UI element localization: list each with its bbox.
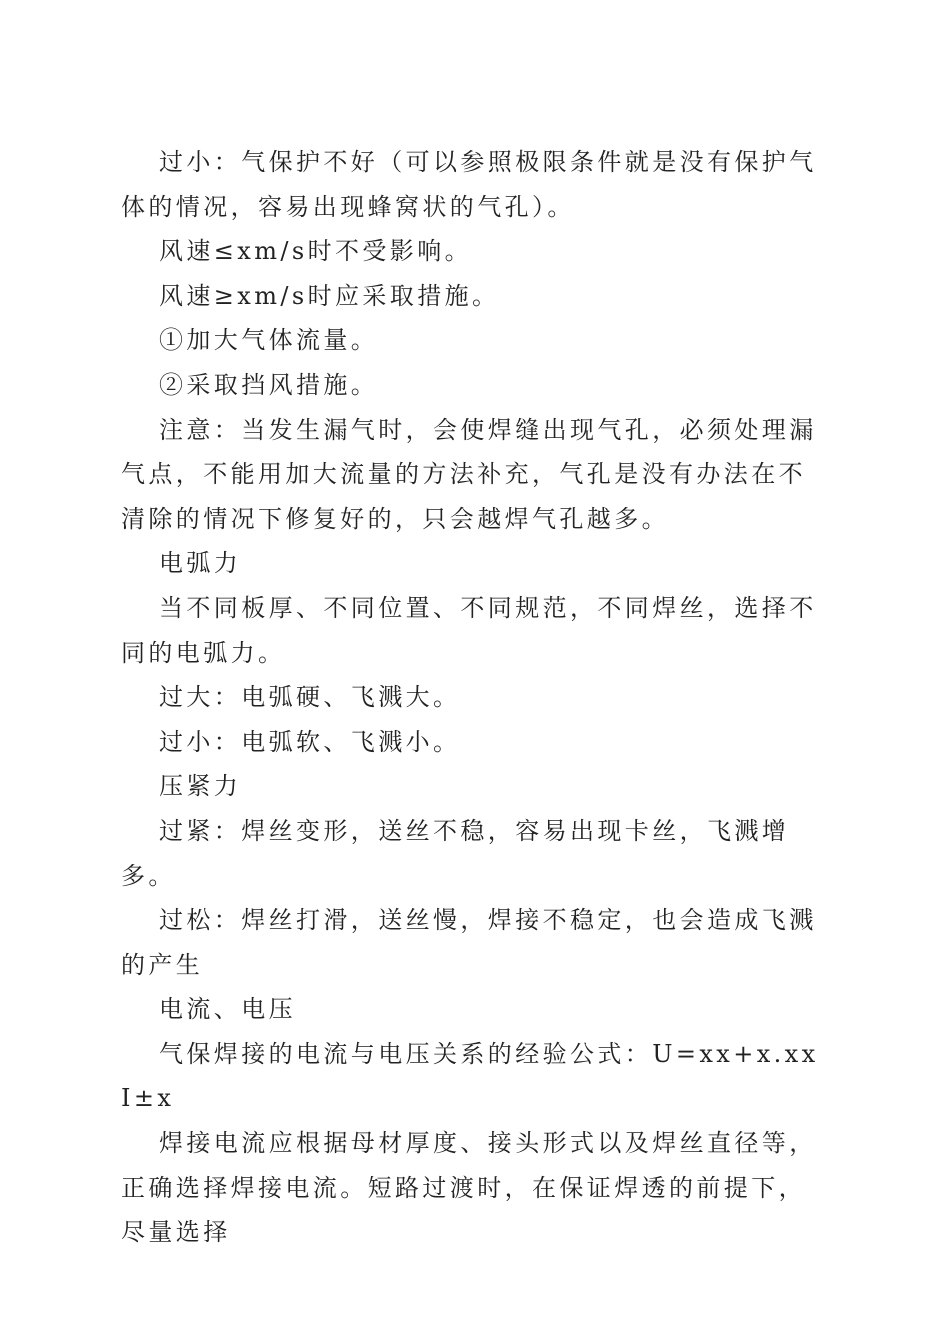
paragraph-arc-force: 当不同板厚、不同位置、不同规范，不同焊丝，选择不同的电弧力。 [121,593,817,667]
heading-pressure: 压紧力 [159,772,242,801]
paragraph-arc-high: 过大：电弧硬、飞溅大。 [159,683,461,712]
heading-current-voltage: 电流、电压 [159,995,296,1024]
paragraph-formula: 气保焊接的电流与电压关系的经验公式：U=xx+x.xxI±x [121,1039,819,1113]
paragraph-wind-high: 风速≥xm/s时应采取措施。 [159,281,500,310]
heading-arc-force: 电弧力 [159,549,242,578]
paragraph-arc-low: 过小：电弧软、飞溅小。 [159,727,461,756]
paragraph-wind-low: 风速≤xm/s时不受影响。 [159,237,473,266]
paragraph-pressure-loose: 过松：焊丝打滑，送丝慢，焊接不稳定，也会造成飞溅的产生 [121,906,817,979]
paragraph-pressure-tight: 过紧：焊丝变形，送丝不稳，容易出现卡丝，飞溅增多。 [121,816,790,890]
paragraph-measure-1: ①加大气体流量。 [159,326,379,355]
paragraph-measure-2: ②采取挡风措施。 [159,370,379,399]
paragraph-gas-low: 过小：气保护不好（可以参照极限条件就是没有保护气体的情况，容易出现蜂窝状的气孔）。 [121,148,817,221]
paragraph-current-selection: 焊接电流应根据母材厚度、接头形式以及焊丝直径等，正确选择焊接电流。短路过渡时，在保证焊透的前提下，尽量选择 [121,1129,817,1247]
paragraph-note: 注意：当发生漏气时，会使焊缝出现气孔，必须处理漏气点，不能用加大流量的方法补充，气孔是没有办法在不清除的情况下修复好的，只会越焊气孔越多。 [121,415,817,533]
document-body [121,140,829,1255]
